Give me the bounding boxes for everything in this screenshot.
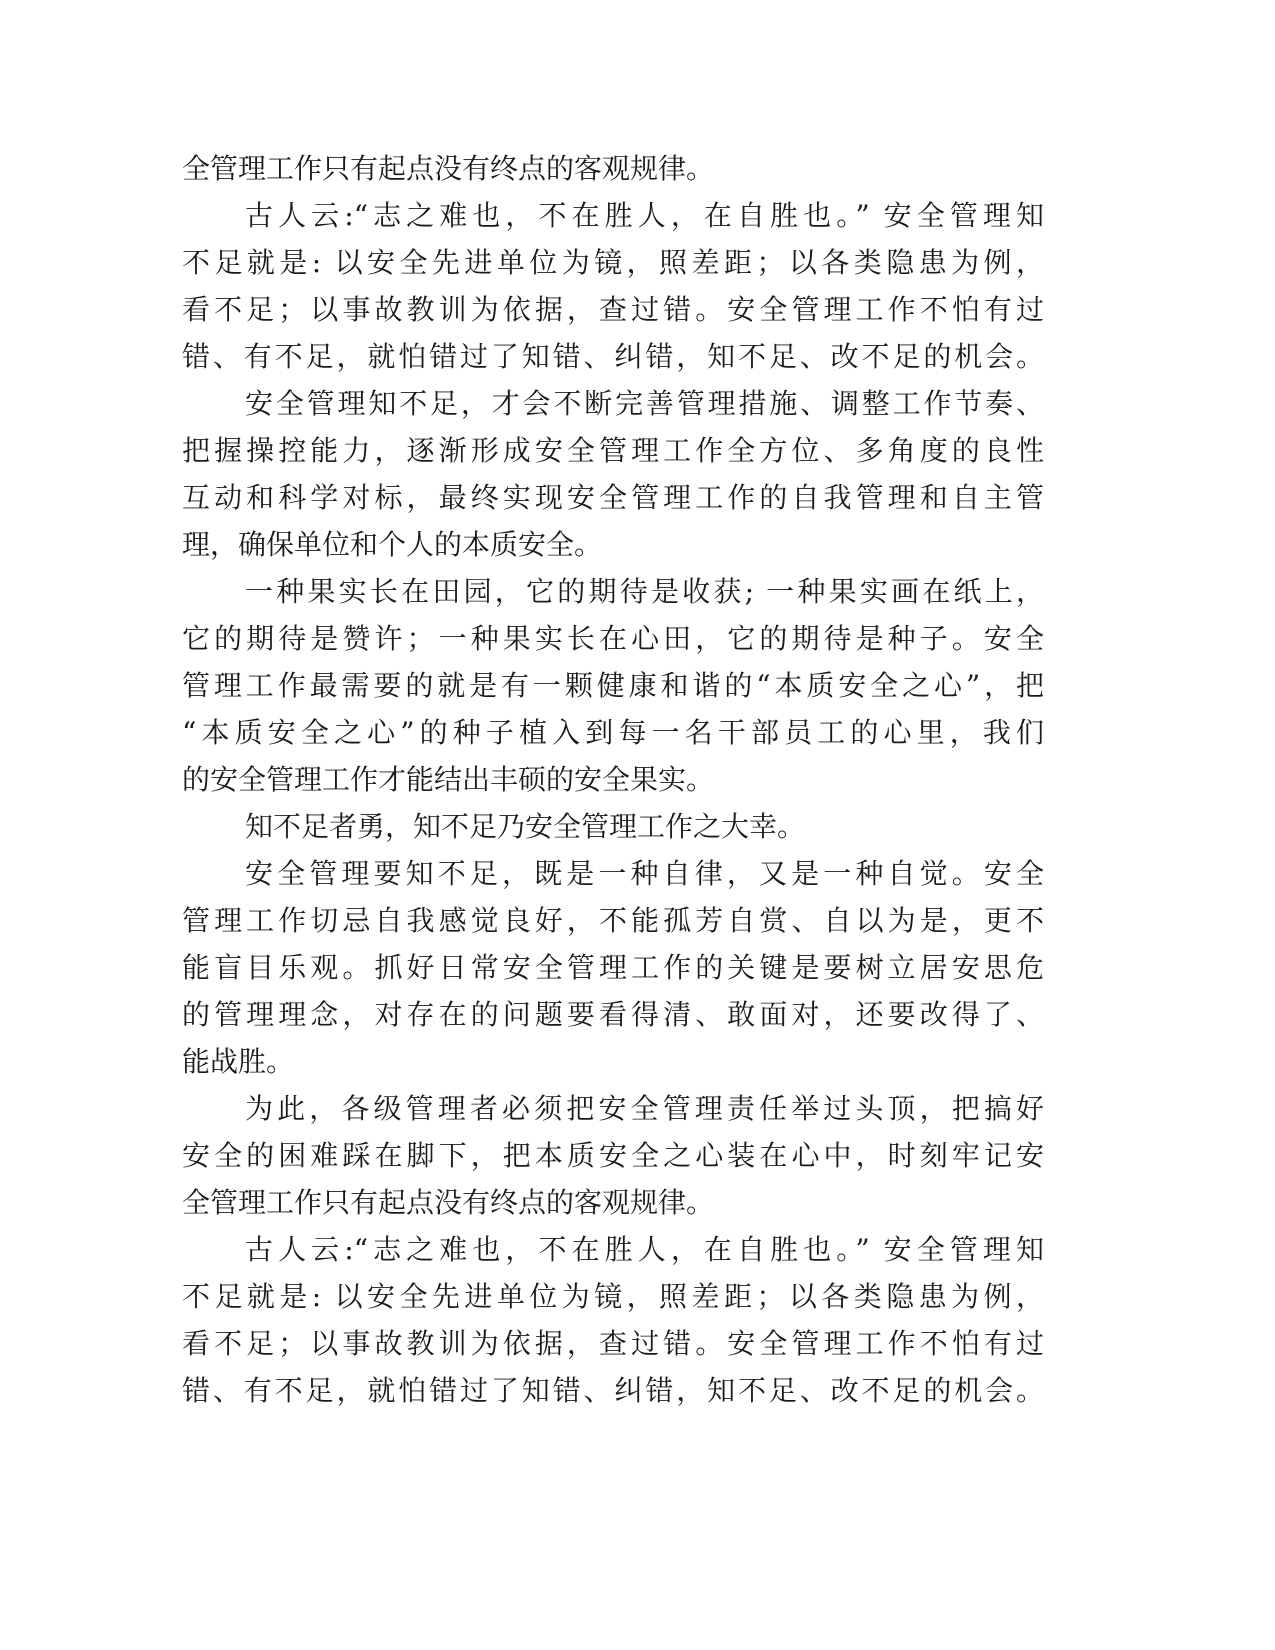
- text-line: 为此，各级管理者必须把安全管理责任举过头顶，把搞好: [245, 1092, 1044, 1125]
- text-line: 错、有不足，就怕错过了知错、纠错，知不足、改不足的机会。: [182, 340, 1044, 373]
- document-body: [182, 145, 1044, 1414]
- text-line: 错、有不足，就怕错过了知错、纠错，知不足、改不足的机会。: [182, 1374, 1044, 1407]
- text-line: 理，确保单位和个人的本质安全。: [182, 528, 603, 561]
- text-line: 古人云:“志之难也，不在胜人，在自胜也。” 安全管理知: [245, 1233, 1044, 1266]
- text-line: 安全管理要知不足，既是一种自律，又是一种自觉。安全: [245, 857, 1044, 890]
- text-line: 全管理工作只有起点没有终点的客观规律。: [182, 152, 715, 185]
- text-line: 一种果实长在田园，它的期待是收获; 一种果实画在纸上，: [245, 575, 1044, 608]
- text-line: 管理工作切忌自我感觉良好，不能孤芳自赏、自以为是，更不: [182, 904, 1044, 937]
- text-line: 的安全管理工作才能结出丰硕的安全果实。: [182, 763, 715, 796]
- text-line: 不足就是: 以安全先进单位为镜，照差距；以各类隐患为例，: [182, 246, 1044, 279]
- text-line: 安全的困难踩在脚下，把本质安全之心装在心中，时刻牢记安: [182, 1139, 1044, 1172]
- text-line: 它的期待是赞许；一种果实长在心田，它的期待是种子。安全: [182, 622, 1044, 655]
- text-line: “本质安全之心”的种子植入到每一名干部员工的心里，我们: [182, 716, 1044, 749]
- text-line: 能盲目乐观。抓好日常安全管理工作的关键是要树立居安思危: [182, 951, 1044, 984]
- text-line: 古人云:“志之难也，不在胜人，在自胜也。” 安全管理知: [245, 199, 1044, 232]
- text-line: 安全管理知不足，才会不断完善管理措施、调整工作节奏、: [245, 387, 1044, 420]
- text-line: 管理工作最需要的就是有一颗健康和谐的“本质安全之心”，把: [182, 669, 1044, 702]
- text-line: 全管理工作只有起点没有终点的客观规律。: [182, 1186, 715, 1219]
- text-line: 把握操控能力，逐渐形成安全管理工作全方位、多角度的良性: [182, 434, 1044, 467]
- text-line: 看不足；以事故教训为依据，查过错。安全管理工作不怕有过: [182, 293, 1044, 326]
- text-line: 不足就是: 以安全先进单位为镜，照差距；以各类隐患为例，: [182, 1280, 1044, 1313]
- text-line: 互动和科学对标，最终实现安全管理工作的自我管理和自主管: [182, 481, 1044, 514]
- text-line: 看不足；以事故教训为依据，查过错。安全管理工作不怕有过: [182, 1327, 1044, 1360]
- text-line: 知不足者勇，知不足乃安全管理工作之大幸。: [245, 810, 806, 843]
- text-line: 能战胜。: [182, 1045, 295, 1078]
- text-line: 的管理理念，对存在的问题要看得清、敢面对，还要改得了、: [182, 998, 1044, 1031]
